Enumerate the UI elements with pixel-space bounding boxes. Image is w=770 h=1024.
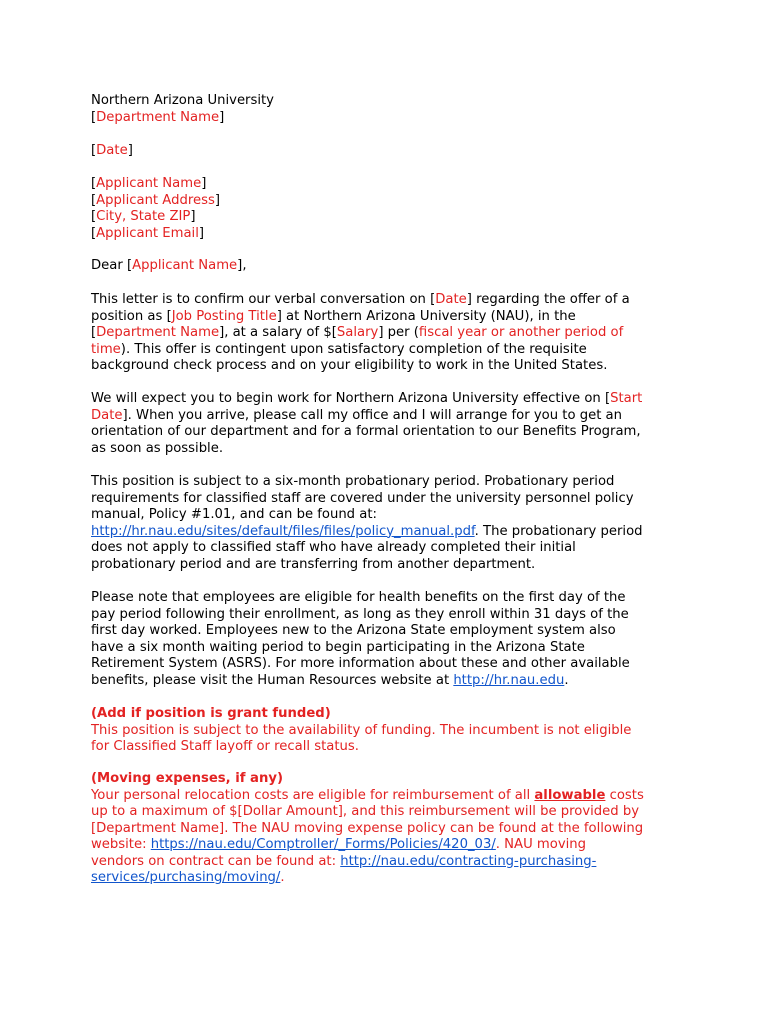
department-line: [Department Name] (91, 109, 225, 125)
moving-expenses-section: (Moving expenses, if any) Your personal relocation costs are eligible for reimbursement of all allowable costs up to a maximum of $[Dollar Amount], and this reimbursement will be provided by [Department Name]. The NAU moving expense policy can be found at the following website: https://nau.edu/Comptroller/_Forms/Policies/420_03/. NAU moving vendors on contract can be found at: http://nau.edu/contracting-purchasing- services/purchasing/moving/. (91, 771, 691, 887)
applicant-city-line: [City, State ZIP] (91, 209, 196, 224)
applicant-address-line: [Applicant Address] (91, 192, 220, 208)
letter-header (91, 93, 691, 126)
applicant-email-placeholder: Applicant Email (96, 225, 199, 241)
applicant-address-placeholder: Applicant Address (96, 192, 215, 208)
job-title-placeholder: Job Posting Title (171, 308, 277, 324)
date-line: [Date] (91, 143, 133, 158)
period-placeholder-cont: time (91, 341, 121, 357)
university-name: Northern Arizona University (91, 93, 274, 108)
salutation: Dear [Applicant Name], (91, 258, 247, 273)
zip-placeholder: ZIP (169, 209, 191, 224)
moving-vendors-link-cont[interactable]: services/purchasing/moving/ (91, 870, 281, 885)
moving-policy-link[interactable]: https://nau.edu/Comptroller/_Forms/Policies/420_03/ (150, 837, 496, 852)
hr-website-link[interactable]: http://hr.nau.edu (453, 672, 565, 688)
period-placeholder: fiscal year or another period of (418, 325, 624, 340)
start-date-paragraph: We will expect you to begin work for Northern Arizona University effective on [Start Date]. When you arrive, please call my office and I will arrange for you to get an orientation of our department and for a formal orientation to our Benefits Program, as soon as possible. (91, 391, 643, 456)
grant-funded-section: (Add if position is grant funded) This position is subject to the availability of funding. The incumbent is not eligible for Classified Staff layoff or recall status. (91, 706, 691, 756)
salutation-name-placeholder: Applicant Name (132, 258, 238, 273)
department-placeholder-2: Department Name (96, 325, 220, 340)
start-date-placeholder: Start (610, 391, 643, 406)
grant-heading: (Add if position is grant funded) (91, 706, 331, 721)
moving-heading: (Moving expenses, if any) (91, 771, 283, 786)
applicant-name-line: [Applicant Name] (91, 176, 207, 191)
moving-vendors-link[interactable]: http://nau.edu/contracting-purchasing- (340, 853, 597, 869)
benefits-paragraph: Please note that employees are eligible for health benefits on the first day of the pay period following their enrollment, as long as they enroll within 31 days of the first day worked. Employees new to the Arizona State employment system also have a six month waiting period to begin participating in the Arizona State Retirement System (ASRS). For more information about these and other available benefits, please visit the Human Resources website at http://hr.nau.edu. (91, 590, 630, 688)
offer-paragraph: This letter is to confirm our verbal conversation on [Date] regarding the offer of a position as [Job Posting Title] at Northern Arizona University (NAU), in the [Department Name], at a salary of $[Salary] per (fiscal year or another period of time). This offer is contingent upon satisfactory completion of the requisite background check process and on your eligibility to work in the United States. (91, 292, 630, 373)
applicant-block (91, 176, 691, 242)
city-state-placeholder: City, State (96, 209, 166, 224)
applicant-name-placeholder: Applicant Name (96, 176, 202, 191)
probation-paragraph: This position is subject to a six-month probationary period. Probationary period requirements for classified staff are covered under the university personnel policy manual, Policy #1.01, and can be found at: http://hr.nau.edu/sites/default/files/files/policy_manual.pdf. The probationary period does not apply to classified staff who have already completed their initial probationary period and are transferring from another department. (91, 474, 643, 572)
applicant-email-line: [Applicant Email] (91, 225, 205, 241)
salary-placeholder: Salary (336, 325, 379, 340)
department-placeholder: Department Name (96, 109, 220, 125)
conversation-date-placeholder: Date (435, 292, 467, 307)
date-placeholder: Date (96, 143, 128, 158)
policy-manual-link[interactable]: http://hr.nau.edu/sites/default/files/files/policy_manual.pdf (91, 523, 475, 539)
start-date-placeholder-cont: Date (91, 407, 123, 423)
allowable-emphasis: allowable (534, 787, 606, 803)
